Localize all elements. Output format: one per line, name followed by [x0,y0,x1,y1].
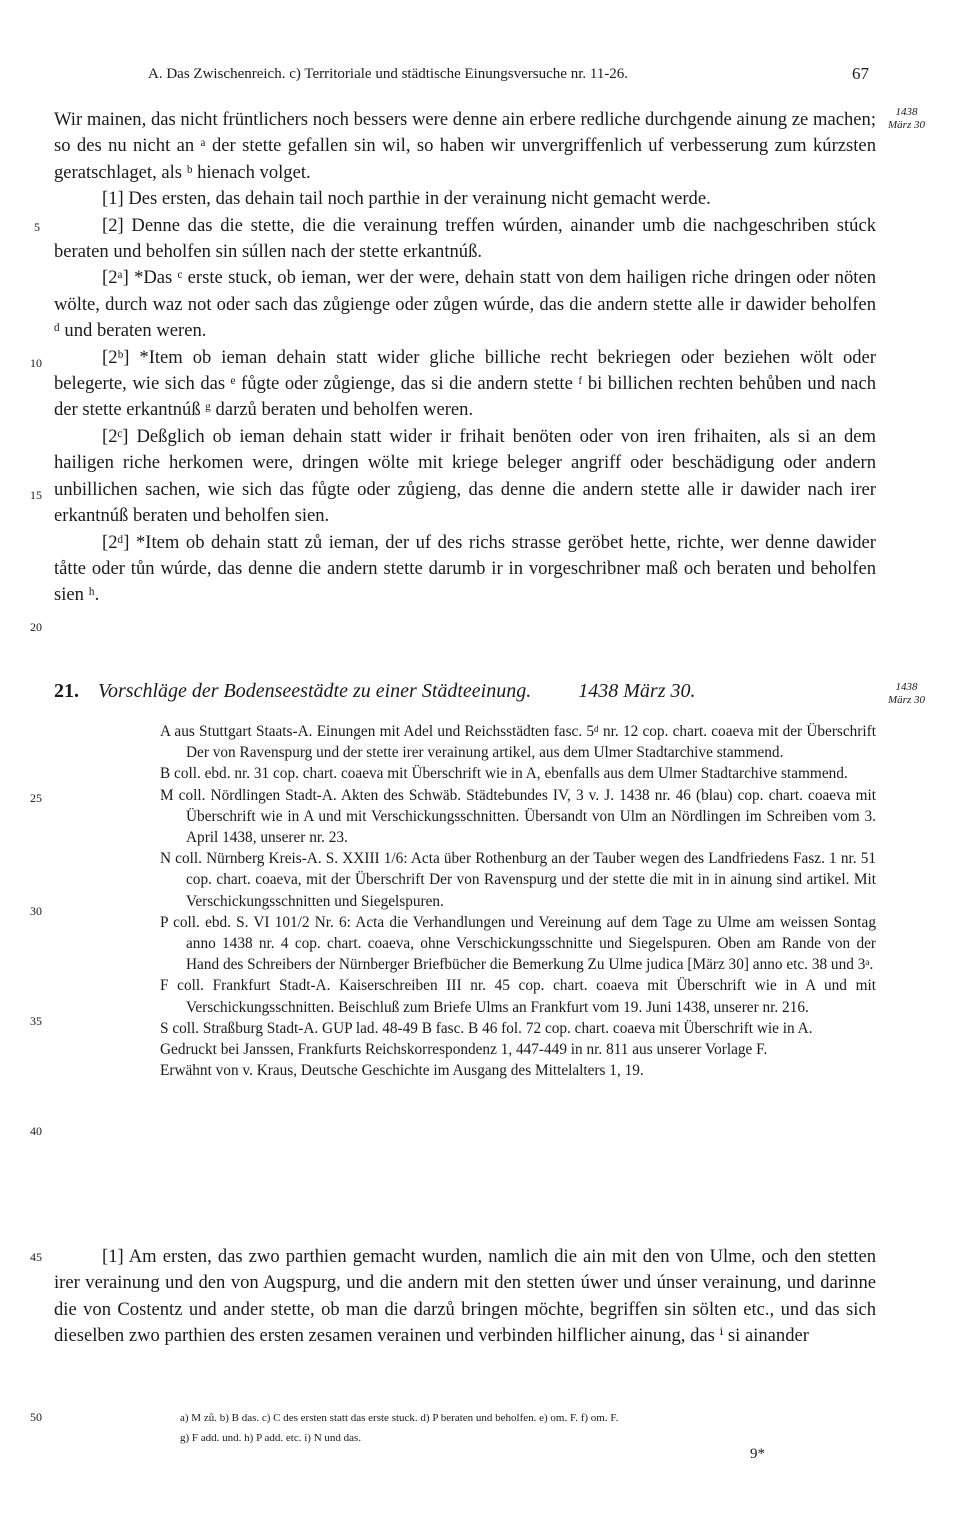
body-text [54,107,876,609]
body-paragraph: Wir mainen, das nicht früntlichers noch bessers were denne ain erbere redliche durchgende ainung ze machen; so des nu nicht an ᵃ der stette gefallen sin wil, so haben wir unvergriffenlich uf verbesserung zum kúrzsten geratschlaget, als ᵇ hienach volget. [54,109,876,183]
margin-date-doc21 [888,681,925,707]
source-entry: P coll. ebd. S. VI 101/2 Nr. 6: Acta die Verhandlungen und Vereinung auf dem Tage zu Ulme am weissen Sontag anno 1438 nr. 4 cop. chart. coaeva, ohne Verschickungsschnitte und Siegelspuren. Oben am Rande von der Hand des Schreibers der Nürnberger Briefbücher die Bemerkung Zu Ulme judica [März 30] anno etc. 38 und 3ᵃ. [160,913,876,974]
line-number: 20 [30,620,42,634]
line-number: 30 [30,904,42,918]
page-number: 67 [852,64,869,83]
mention-note: Erwähnt von v. Kraus, Deutsche Geschichte im Ausgang des Mittelalters 1, 19. [160,1062,644,1080]
margin-date-top [888,106,925,132]
line-number: 5 [34,220,40,234]
footnote-line: a) M zů. b) B das. c) C des ersten statt das erste stuck. d) P beraten und beholfen. e) om. F. f) om. F. [180,1412,619,1424]
source-entry: S coll. Straßburg Stadt-A. GUP lad. 48-49 B fasc. B 46 fol. 72 cop. chart. coaeva mit Überschrift wie in A. [160,1019,813,1037]
body-paragraph: [2] Denne das die stette, die die verainung treffen wúrden, ainander umb die nachgeschriben stúck beraten und beholfen sin súllen nach der stette erkantnúß. [54,214,876,263]
document-paragraph: [1] Am ersten, das zwo parthien gemacht wurden, namlich die ain mit den von Ulme, och den stetten irer verainung und den von Augspurg, und die andern mit den stetten úwer und únser verainung, und darinne die von Costentz und ander stette, ob man die darzů bringen möchte, begriffen sin sölten etc., und das sich dieselben zwo parthien des ersten zesamen verainen und verbinden hilflicher ainung, das ⁱ si ainander [54,1246,876,1347]
running-header: A. Das Zwischenreich. c) Territoriale und städtische Einungsversuche nr. 11-26. [148,66,629,82]
body-paragraph: [2ᵃ] *Das ᶜ erste stuck, ob ieman, wer der were, dehain statt von dem hailigen riche dringen oder nöten wölte, durch waz not oder sach das zůgienge oder zůgen wúrde, das die andern stette alle ir dawider beholfen ᵈ und beraten weren. [54,267,876,342]
margin-date-year: 1438 [895,106,918,118]
document-text [54,1244,876,1350]
line-number: 35 [30,1014,42,1028]
footnotes [180,1408,880,1448]
line-number: 25 [30,791,42,805]
body-paragraph: [1] Des ersten, das dehain tail noch parthie in der verainung nicht gemacht werde. [102,188,711,210]
line-number: 40 [30,1124,42,1138]
margin-date-day: März 30 [888,694,925,706]
document-date: 1438 März 30. [578,680,696,702]
line-number: 45 [30,1250,42,1264]
source-apparatus [160,721,876,1081]
margin-date-year: 1438 [895,681,918,693]
print-note: Gedruckt bei Janssen, Frankfurts Reichskorrespondenz 1, 447-449 in nr. 811 aus unserer Vorlage F. [160,1041,768,1059]
line-number: 15 [30,488,42,502]
source-entry: N coll. Nürnberg Kreis-A. S. XXIII 1/6: Acta über Rothenburg an der Tauber wegen des Landfriedens Fasz. 1 nr. 51 cop. chart. coaeva, mit der Überschrift Der von Ravenspurg und der stette die mit in in ainung sind artikel. Mit Verschickungsschnitten und Siegelspuren. [160,850,876,910]
source-entry: B coll. ebd. nr. 31 cop. chart. coaeva mit Überschrift wie in A, ebenfalls aus dem Ulmer Stadtarchive stammend. [160,765,848,783]
source-entry: A aus Stuttgart Staats-A. Einungen mit Adel und Reichsstädten fasc. 5ᵈ nr. 12 cop. chart. coaeva mit der Überschrift Der von Ravenspurg und der stette irer verainung artikel, aus dem Ulmer Stadtarchive stammend. [160,723,876,762]
line-number: 10 [30,356,42,370]
body-paragraph: [2ᵈ] *Item ob dehain statt zů ieman, der uf des richs strasse geröbet hette, richte, wer denne dawider tåtte oder tůn wúrde, das denne die andern stette darumb ir in vorgeschribner maß och beraten und beholfen sien ʰ. [54,531,876,606]
body-paragraph: [2ᶜ] Deßglich ob ieman dehain statt wider ir frihait benöten oder von iren frihaiten, als si an dem hailigen riche herkomen were, dringen wölte mit kriege beleger angriff oder beschädigung oder andern unbillichen sachen, wie sich das fůgte oder zůgieng, das denne die andern stette alle ir dawider nach irer erkantnúß beraten und beholfen sien. [54,425,876,527]
source-entry: M coll. Nördlingen Stadt-A. Akten des Schwäb. Städtebundes IV, 3 v. J. 1438 nr. 46 (blau) cop. chart. coaeva mit Überschrift wie in A und mit Verschickungsschnitten. Übersandt von Ulm an Nördlingen im Schreiben vom 3. April 1438, unserer nr. 23. [160,786,876,847]
line-number: 50 [30,1410,42,1424]
document-title: Vorschläge der Bodenseestädte zu einer Städteeinung. [98,680,532,702]
body-paragraph: [2ᵇ] *Item ob ieman dehain statt wider gliche billiche recht bekriegen oder beziehen wölt oder belegerte, wie sich das ᵉ fůgte oder zůgienge, das si die andern stette ᶠ bi billichen rechten behůben und nach der stette erkantnúß ᵍ darzů beraten und beholfen weren. [54,346,876,421]
source-entry: F coll. Frankfurt Stadt-A. Kaiserschreiben III nr. 45 cop. chart. coaeva mit Überschrift wie in A und mit Verschickungsschnitten. Beischluß zum Briefe Ulms an Frankfurt vom 19. Juni 1438, unserer nr. 216. [160,977,876,1016]
signature-mark: 9* [750,1446,765,1462]
document-heading [54,680,695,703]
margin-date-day: März 30 [888,119,925,131]
document-number: 21. [54,680,79,702]
footnote-line: g) F add. und. h) P add. etc. i) N und das. [180,1432,362,1444]
